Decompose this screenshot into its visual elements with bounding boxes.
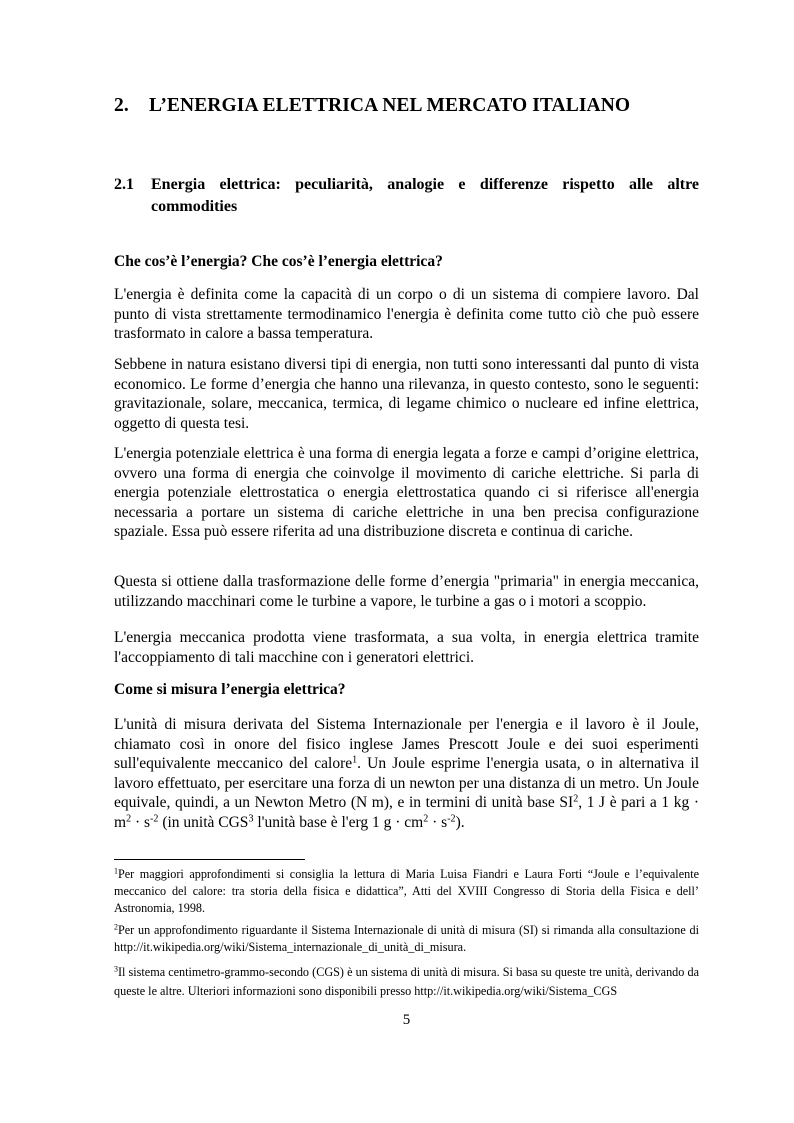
footnote-divider [114, 859, 305, 860]
footnote-number: 3 [114, 964, 118, 974]
exponent: 2 [126, 813, 132, 825]
section-number: 2.1 [114, 176, 134, 193]
footnote-ref-1: 1 [352, 754, 358, 766]
chapter-heading [114, 93, 699, 119]
footnote-text: Per un approfondimento riguardante il Sistema Internazionale di unità di misura (SI) si rimanda alla consultazione di http://it.wikipedia.org/wiki/Sistema_internazionale_di_unità_di_misura. [114, 923, 699, 954]
chapter-number: 2. [114, 95, 129, 116]
footnote-text: Per maggiori approfondimenti si consiglia la lettura di Maria Luisa Fiandri e Laura Forti “Joule e l’equivalente meccanico del calore: tra storia della fisica e didattica”, Atti del XVIII Congresso di Storia della Fisica e dell’ Astronomia, 1998. [114, 867, 699, 915]
footnote-1 [114, 866, 699, 917]
page-number: 5 [402, 1012, 411, 1028]
joule-text-7: · s [428, 813, 448, 831]
paragraph-energy-definition: L'energia è definita come la capacità di un corpo o di un sistema di compiere lavoro. Dal punto di vista strettamente termodinamico l'energia è definita come tutto ciò che può essere trasformato in calore a bassa temperatura. [114, 286, 699, 343]
footnote-ref-2: 2 [573, 793, 579, 805]
paragraph-electric-potential: L'energia potenziale elettrica è una forma di energia legata a forze e campi d’origine elettrica, ovvero una forma di energia che coinvolge il movimento di cariche elettriche. Si parla di energia potenziale elettrostatica o energia elettrostatica quando ci si riferisce all'energia necessaria a portare un sistema di cariche elettriche in una ben precisa configurazione spaziale. Essa può essere riferita ad una distribuzione discreta e continua di cariche. [114, 445, 699, 541]
section-title: Energia elettrica: peculiarità, analogie e differenze rispetto alle altre commodities [151, 176, 699, 215]
section-heading [114, 174, 699, 218]
joule-text-2: . Un Joule esprime l'energia usata, o in alternativa il lavoro effettuato, per esercitare una forza di un newton per una distanza di un metro. Un Joule equivale, quindi, a un Newton Metro (N m), e in termini di unità base SI [114, 755, 699, 812]
joule-text-8: ). [455, 813, 465, 831]
joule-text-5: (in unità CGS [158, 813, 249, 831]
subheading-what-is-energy: Che cos’è l’energia? Che cos’è l’energia elettrica? [114, 253, 443, 270]
footnote-ref-3: 3 [248, 813, 254, 825]
subheading-measure: Come si misura l’energia elettrica? [114, 681, 346, 698]
paragraph-transformation: Questa si ottiene dalla trasformazione delle forme d’energia "primaria" in energia meccanica, utilizzando macchinari come le turbine a vapore, le turbine a gas o i motori a scoppio. [114, 573, 699, 610]
exponent: 2 [423, 813, 429, 825]
exponent: -2 [447, 813, 456, 825]
footnote-text: Il sistema centimetro-grammo-secondo (CGS) è un sistema di unità di misura. Si basa su queste tre unità, derivando da queste le altre. Ulteriori informazioni sono disponibili presso http://it.wikipedia.org/wiki/Sistema_CGS [114, 965, 699, 998]
exponent: -2 [150, 813, 159, 825]
joule-text-6: l'unità base è l'erg 1 g · cm [253, 813, 424, 831]
chapter-title: L’ENERGIA ELETTRICA NEL MERCATO ITALIANO [149, 95, 631, 116]
joule-text-1: L'unità di misura derivata del Sistema Internazionale per l'energia e il lavoro è il Joule, chiamato così in onore del fisico inglese James Prescott Joule e dei suoi esperimenti sull'equivalente meccanico del calore [114, 716, 699, 773]
footnote-number: 1 [114, 866, 118, 876]
joule-text-3: , 1 J è pari a 1 kg · m [114, 794, 699, 831]
footnote-2 [114, 922, 699, 956]
paragraph-energy-types: Sebbene in natura esistano diversi tipi di energia, non tutti sono interessanti dal punto di vista economico. Le forme d’energia che hanno una rilevanza, in questo contesto, sono le seguenti: gravitazionale, solare, meccanica, termica, di legame chimico o nucleare ed infine elettrica, oggetto di questa tesi. [114, 356, 699, 432]
paragraph-joule [114, 715, 699, 833]
footnote-3 [114, 963, 699, 1001]
paragraph-mechanical-energy: L'energia meccanica prodotta viene trasformata, a sua volta, in energia elettrica tramite l'accoppiamento di tali macchine con i generatori elettrici. [114, 629, 699, 666]
joule-text-4: · s [131, 813, 151, 831]
footnote-number: 2 [114, 922, 118, 932]
